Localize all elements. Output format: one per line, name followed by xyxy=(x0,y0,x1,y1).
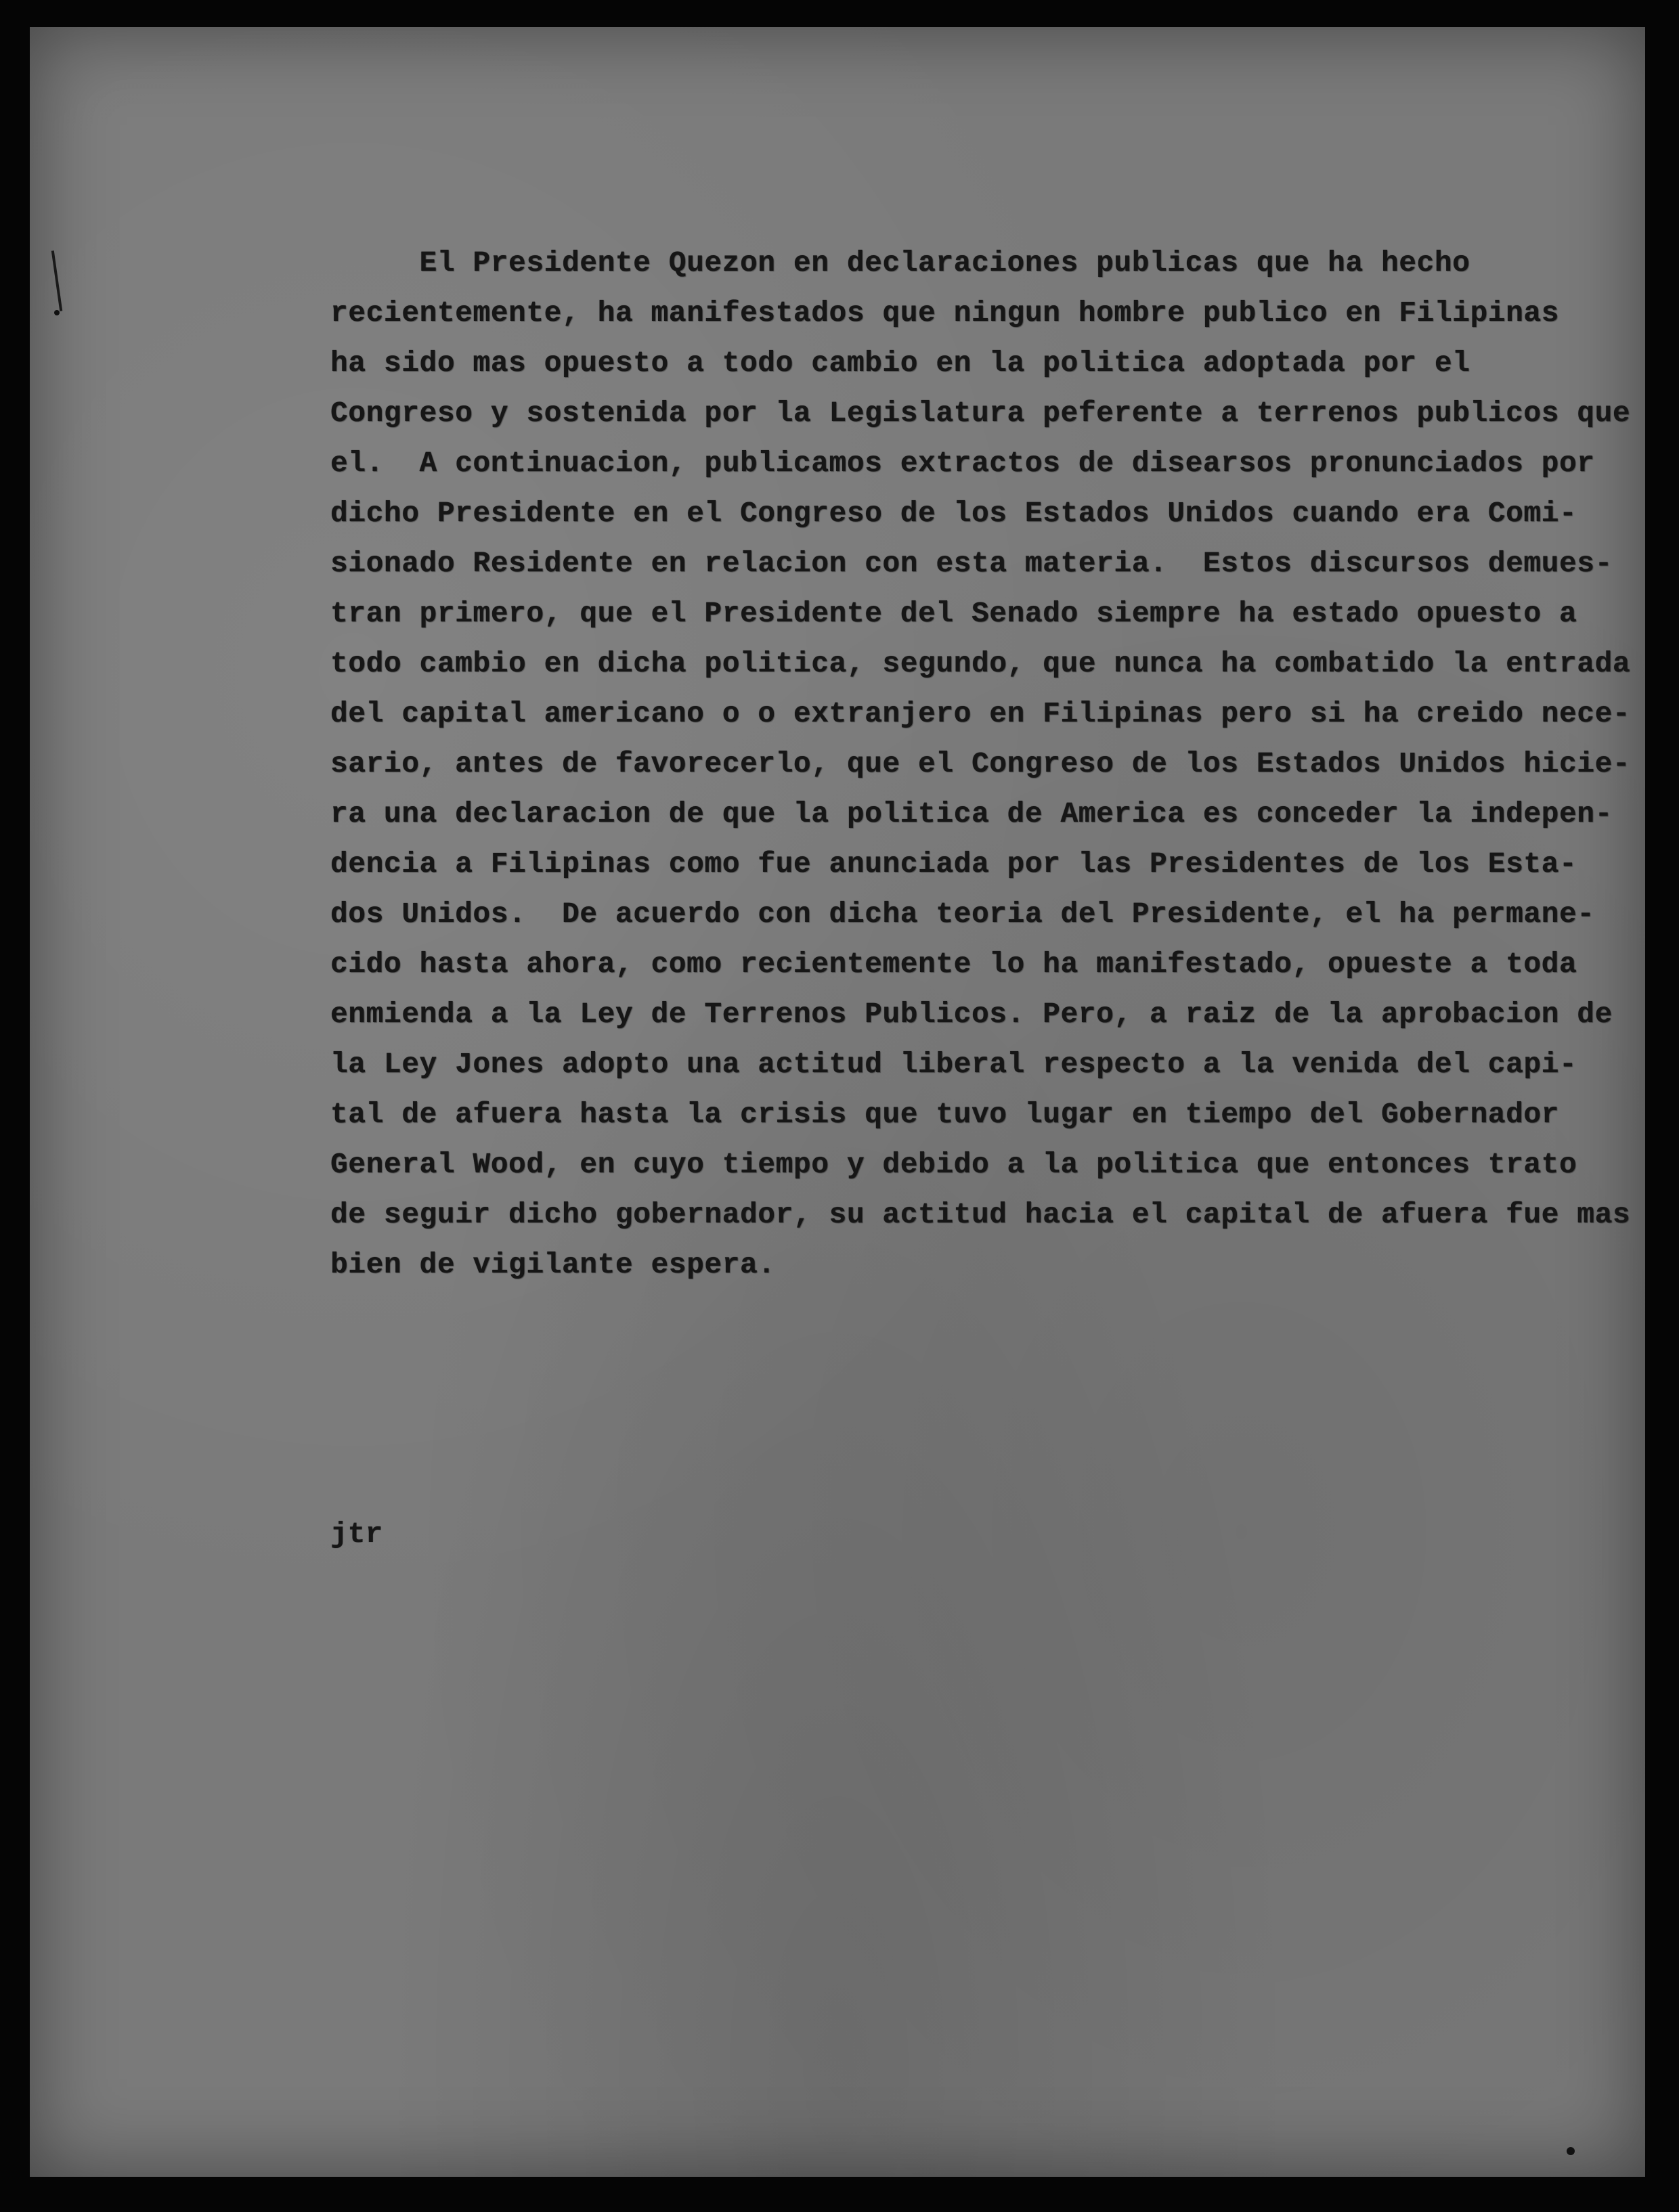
text-line: bien de vigilante espera. xyxy=(330,1248,776,1281)
text-line: Congreso y sostenida por la Legislatura peferente a terrenos publicos que xyxy=(330,397,1631,430)
text-line: la Ley Jones adopto una actitud liberal respecto a la venida del capi- xyxy=(330,1048,1577,1081)
text-line: cido hasta ahora, como recientemente lo ha manifestado, opueste a toda xyxy=(330,948,1577,981)
text-line: General Wood, en cuyo tiempo y debido a la politica que entonces trato xyxy=(330,1148,1577,1181)
text-line: dencia a Filipinas como fue anunciada por las Presidentes de los Esta- xyxy=(330,847,1577,881)
text-line: ha sido mas opuesto a todo cambio en la politica adoptada por el xyxy=(330,347,1470,380)
text-line: dicho Presidente en el Congreso de los Estados Unidos cuando era Comi- xyxy=(330,497,1577,530)
text-line: tal de afuera hasta la crisis que tuvo lugar en tiempo del Gobernador xyxy=(330,1098,1559,1131)
text-line: del capital americano o o extranjero en Filipinas pero si ha creido nece- xyxy=(330,697,1631,730)
text-line: sionado Residente en relacion con esta materia. Estos discursos demues- xyxy=(330,547,1613,580)
text-line: recientemente, ha manifestados que ningun hombre publico en Filipinas xyxy=(330,296,1559,330)
text-line: ra una declaracion de que la politica de America es conceder la indepen- xyxy=(330,797,1613,831)
text-line: enmienda a la Ley de Terrenos Publicos. Pero, a raiz de la aprobacion de xyxy=(330,998,1613,1031)
edge-mark xyxy=(51,250,62,311)
speck xyxy=(1567,2147,1575,2155)
text-line: sario, antes de favorecerlo, que el Congreso de los Estados Unidos hicie- xyxy=(330,747,1631,780)
speck xyxy=(54,310,60,315)
text-line: de seguir dicho gobernador, su actitud hacia el capital de afuera fue mas xyxy=(330,1198,1631,1231)
text-line: todo cambio en dicha politica, segundo, que nunca ha combatido la entrada xyxy=(330,647,1631,680)
text-line: El Presidente Quezon en declaraciones publicas que ha hecho xyxy=(330,246,1470,280)
text-line: tran primero, que el Presidente del Senado siempre ha estado opuesto a xyxy=(330,597,1577,630)
text-line: dos Unidos. De acuerdo con dicha teoria del Presidente, el ha permane- xyxy=(330,898,1595,931)
typist-initials: jtr xyxy=(330,1518,383,1551)
text-line: el. A continuacion, publicamos extractos de disearsos pronunciados por xyxy=(330,447,1595,480)
typed-page xyxy=(30,27,1645,2177)
body-paragraph xyxy=(330,238,1631,1290)
